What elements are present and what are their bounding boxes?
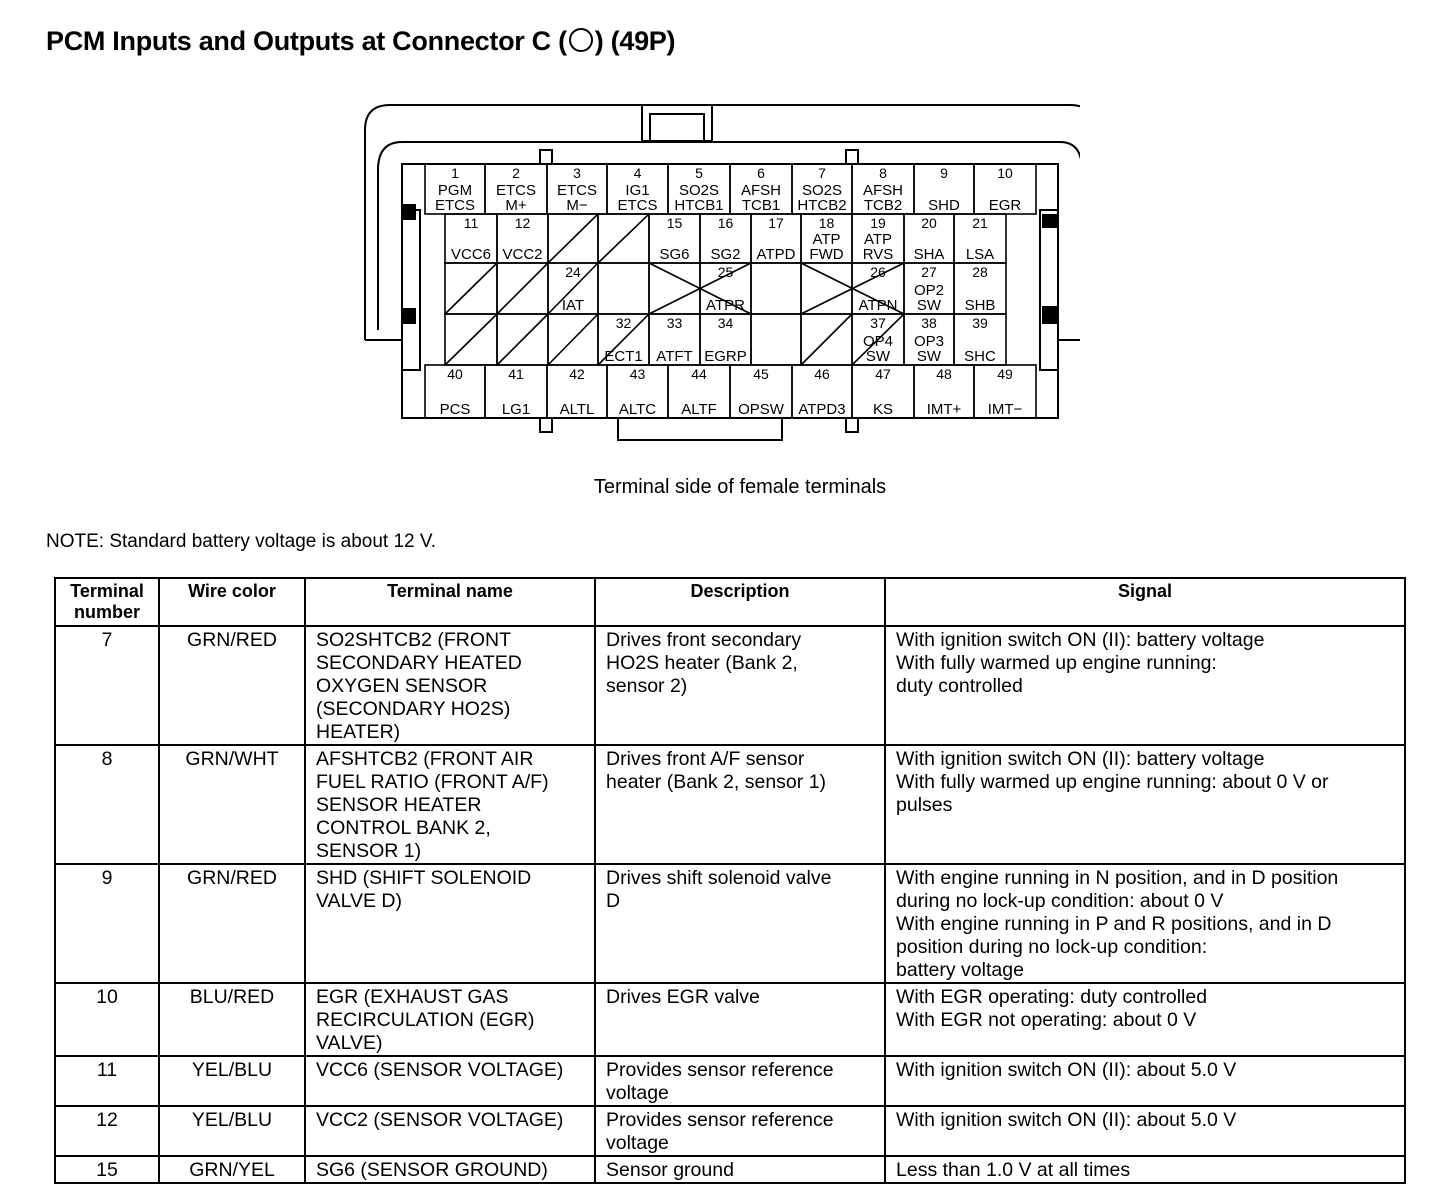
cell-terminal-name-line: AFSHTCB2 (FRONT AIR — [316, 748, 534, 770]
terminal-label: SHC — [964, 348, 996, 365]
title-prefix: PCM Inputs and Outputs at Connector C ( — [46, 26, 567, 56]
cell-description — [595, 983, 885, 1056]
terminal-number: 20 — [921, 215, 937, 231]
cell-signal-line: pulses — [896, 794, 953, 816]
terminal-number: 43 — [629, 366, 646, 382]
cell-wire-color: YEL/BLU — [159, 1056, 305, 1106]
cell-terminal-name-line: HEATER) — [316, 721, 401, 743]
terminal-label: TCB2 — [863, 197, 903, 214]
cell-terminal-name — [305, 1056, 595, 1106]
cell-description-line: Drives front secondary — [606, 629, 802, 651]
cell-wire-color: GRN/WHT — [159, 745, 305, 864]
diagram-caption: Terminal side of female terminals — [593, 476, 887, 498]
cell-wire-color: GRN/YEL — [159, 1156, 305, 1183]
cell-signal-line: With fully warmed up engine running: — [896, 652, 1217, 674]
cell-terminal-name-line: CONTROL BANK 2, — [316, 817, 491, 839]
terminal-label: SW — [916, 297, 942, 314]
cell-signal-line: With engine running in P and R positions, and in D — [896, 913, 1332, 935]
header-signal: Signal — [885, 578, 1405, 626]
terminal-number: 44 — [691, 366, 707, 382]
cell-signal — [885, 1106, 1405, 1156]
terminal-label: SG6 — [659, 246, 690, 263]
blank-diagonal — [548, 314, 598, 365]
blank-diagonal — [548, 214, 598, 263]
terminal-number: 1 — [451, 165, 459, 181]
terminal-label: ATP — [863, 231, 893, 248]
blank-diagonal — [801, 314, 852, 365]
table-row — [55, 1156, 1405, 1183]
terminal-table — [54, 577, 1406, 1184]
cell-signal-line: during no lock-up condition: about 0 V — [896, 890, 1224, 912]
cell-signal-line: With fully warmed up engine running: about 0 V or — [896, 771, 1329, 793]
terminal-number: 15 — [666, 215, 683, 231]
terminal-number: 24 — [565, 264, 581, 280]
terminal-labels — [435, 165, 1023, 418]
terminal-label: ALTC — [618, 401, 657, 418]
terminal-label: PGM — [437, 182, 473, 199]
terminal-number: 10 — [997, 165, 1013, 181]
blank-diagonal — [598, 214, 649, 263]
terminal-number: 19 — [870, 215, 886, 231]
cell-description-line: sensor 2) — [606, 675, 688, 697]
terminal-label: OPSW — [738, 401, 784, 418]
terminal-label: ETCS — [556, 182, 598, 199]
terminal-label: TCB1 — [741, 197, 781, 214]
cell-signal-line: position during no lock-up condition: — [896, 936, 1208, 958]
terminal-label: ALTL — [559, 401, 595, 418]
cell-signal-line: battery voltage — [896, 959, 1024, 981]
terminal-label: SO2S — [678, 182, 720, 199]
cell-signal-line: With engine running in N position, and in D position — [896, 867, 1339, 889]
terminal-label: ECT1 — [604, 348, 643, 365]
cell-description-line: voltage — [606, 1132, 669, 1154]
cell-description — [595, 745, 885, 864]
cell-description — [595, 1156, 885, 1183]
cell-terminal-number: 8 — [55, 745, 159, 864]
cell-signal-line: With ignition switch ON (II): battery voltage — [896, 629, 1265, 651]
header-terminal-name: Terminal name — [305, 578, 595, 626]
header-wire-color: Wire color — [159, 578, 305, 626]
cell-terminal-name — [305, 864, 595, 983]
terminal-number: 16 — [717, 215, 734, 231]
terminal-number: 40 — [447, 366, 463, 382]
terminal-label: ETCS — [434, 197, 476, 214]
cell-terminal-name-line: SENSOR 1) — [316, 840, 422, 862]
cell-signal — [885, 626, 1405, 745]
table-row — [55, 626, 1405, 745]
cell-description-line: voltage — [606, 1082, 669, 1104]
terminal-label: HTCB1 — [674, 197, 724, 214]
cell-terminal-number: 11 — [55, 1056, 159, 1106]
cell-wire-color: GRN/RED — [159, 626, 305, 745]
terminal-label: IMT− — [987, 401, 1023, 418]
terminal-label: OP4 — [862, 333, 894, 350]
terminal-label: OP3 — [913, 333, 945, 350]
cell-terminal-name — [305, 983, 595, 1056]
cell-terminal-name-line: VCC6 (SENSOR VOLTAGE) — [316, 1059, 564, 1081]
table-header-row — [55, 578, 1405, 626]
terminal-label: ETCS — [495, 182, 537, 199]
terminal-number: 38 — [921, 315, 937, 331]
cell-terminal-name-line: SENSOR HEATER — [316, 794, 482, 816]
cell-terminal-name-line: SG6 (SENSOR GROUND) — [316, 1159, 548, 1181]
table-row — [55, 983, 1405, 1056]
cell-signal-line: duty controlled — [896, 675, 1023, 697]
cell-terminal-number: 10 — [55, 983, 159, 1056]
terminal-label: IMT+ — [926, 401, 962, 418]
terminal-label: IG1 — [625, 182, 650, 199]
cell-signal-line: With EGR operating: duty controlled — [896, 986, 1208, 1008]
terminal-number: 37 — [870, 315, 886, 331]
terminal-label: EGRP — [704, 348, 747, 365]
terminal-number: 7 — [818, 165, 826, 181]
cell-signal — [885, 1156, 1405, 1183]
cell-signal — [885, 983, 1405, 1056]
cell-signal-line: With ignition switch ON (II): about 5.0 V — [896, 1059, 1237, 1081]
cell-terminal-name-line: VCC2 (SENSOR VOLTAGE) — [316, 1109, 564, 1131]
terminal-label: ATPD — [756, 246, 796, 263]
terminal-label: ETCS — [617, 197, 658, 214]
terminal-number: 21 — [972, 215, 988, 231]
table-row — [55, 1106, 1405, 1156]
terminal-label: OP2 — [913, 282, 945, 299]
terminal-cell — [801, 263, 852, 314]
cell-signal-line: With ignition switch ON (II): about 5.0 V — [896, 1109, 1237, 1131]
cell-terminal-name-line: VALVE D) — [316, 890, 402, 912]
cell-terminal-number: 15 — [55, 1156, 159, 1183]
terminal-label: IAT — [561, 297, 585, 314]
terminal-cell — [751, 263, 801, 314]
terminal-number: 46 — [814, 366, 830, 382]
terminal-label: SHB — [964, 297, 996, 314]
cell-terminal-name — [305, 1156, 595, 1183]
terminal-number: 8 — [879, 165, 887, 181]
cell-terminal-name — [305, 1106, 595, 1156]
terminal-label: RVS — [862, 246, 894, 263]
terminal-number: 45 — [753, 366, 769, 382]
cell-wire-color: BLU/RED — [159, 983, 305, 1056]
terminal-label: KS — [872, 401, 894, 418]
cell-description-line: Sensor ground — [606, 1159, 734, 1181]
terminal-number: 25 — [717, 264, 734, 280]
terminal-number: 41 — [508, 366, 524, 382]
terminal-number: 18 — [818, 215, 835, 231]
cell-description-line: Provides sensor reference — [606, 1109, 834, 1131]
cell-terminal-name — [305, 626, 595, 745]
terminal-label: M− — [566, 197, 588, 214]
terminal-label: M+ — [505, 197, 527, 214]
terminal-number: 26 — [870, 264, 886, 280]
cell-terminal-number: 9 — [55, 864, 159, 983]
cell-terminal-number: 7 — [55, 626, 159, 745]
terminal-label: EGR — [988, 197, 1022, 214]
cell-terminal-name-line: FUEL RATIO (FRONT A/F) — [316, 771, 549, 793]
terminal-number: 32 — [615, 315, 632, 331]
terminal-number: 34 — [717, 315, 734, 331]
terminal-number: 5 — [695, 165, 703, 181]
terminal-label: SW — [865, 348, 891, 365]
cell-terminal-name-line: SHD (SHIFT SOLENOID — [316, 867, 532, 889]
terminal-label: ATP — [812, 231, 841, 248]
cell-signal — [885, 1056, 1405, 1106]
terminal-number: 4 — [633, 165, 642, 181]
cell-terminal-name-line: SO2SHTCB2 (FRONT — [316, 629, 512, 651]
terminal-label: LG1 — [501, 401, 531, 418]
terminal-label: PCS — [439, 401, 471, 418]
terminal-number: 33 — [666, 315, 683, 331]
cell-description — [595, 1106, 885, 1156]
cell-terminal-name-line: SECONDARY HEATED — [316, 652, 522, 674]
page-title — [46, 26, 675, 57]
terminal-label: ALTF — [681, 401, 717, 418]
terminal-label: FWD — [809, 246, 844, 263]
terminal-number: 28 — [972, 264, 988, 280]
terminal-label: VCC2 — [502, 246, 543, 263]
cell-signal-line: With ignition switch ON (II): battery voltage — [896, 748, 1265, 770]
cell-description-line: Drives front A/F sensor — [606, 748, 805, 770]
cell-terminal-name-line: OXYGEN SENSOR — [316, 675, 488, 697]
terminal-cell — [751, 314, 801, 365]
terminal-number: 3 — [573, 165, 581, 181]
table-row — [55, 745, 1405, 864]
terminal-label: ATPN — [858, 297, 898, 314]
cell-terminal-name-line: VALVE) — [316, 1032, 383, 1054]
terminal-label: SW — [916, 348, 942, 365]
terminal-number: 27 — [921, 264, 937, 280]
terminal-number: 11 — [463, 215, 479, 231]
terminal-cell — [598, 263, 649, 314]
header-terminal-number: Terminal number — [55, 578, 159, 626]
cell-terminal-number: 12 — [55, 1106, 159, 1156]
terminal-label: AFSH — [740, 182, 782, 199]
cell-description-line: D — [606, 890, 621, 912]
terminal-label: ATPD3 — [798, 401, 846, 418]
terminal-number: 39 — [972, 315, 988, 331]
cell-description-line: Provides sensor reference — [606, 1059, 834, 1081]
terminal-number: 6 — [757, 165, 765, 181]
blank-diagonal — [445, 314, 497, 365]
cell-description-line: Drives shift solenoid valve — [606, 867, 832, 889]
cell-wire-color: YEL/BLU — [159, 1106, 305, 1156]
cell-description — [595, 1056, 885, 1106]
cell-terminal-name-line: (SECONDARY HO2S) — [316, 698, 511, 720]
cell-terminal-name-line: RECIRCULATION (EGR) — [316, 1009, 535, 1031]
cell-description — [595, 864, 885, 983]
terminal-label: LSA — [965, 246, 995, 263]
cell-wire-color: GRN/RED — [159, 864, 305, 983]
terminal-label: VCC6 — [450, 246, 492, 263]
terminal-number: 49 — [997, 366, 1013, 382]
note-text: NOTE: Standard battery voltage is about 12 V. — [46, 531, 437, 552]
connector-diagram — [360, 100, 1080, 445]
terminal-cell — [649, 263, 700, 314]
cell-signal-line: With EGR not operating: about 0 V — [896, 1009, 1197, 1031]
terminal-number: 12 — [514, 215, 531, 231]
table-row — [55, 864, 1405, 983]
cell-signal — [885, 864, 1405, 983]
cell-description-line: Drives EGR valve — [606, 986, 760, 1008]
terminal-label: SHA — [913, 246, 945, 263]
terminal-label: ATFT — [656, 348, 693, 365]
blank-diagonal — [497, 263, 548, 314]
cell-terminal-name — [305, 745, 595, 864]
terminal-label: ATPR — [706, 297, 745, 314]
table-row — [55, 1056, 1405, 1106]
terminal-number: 9 — [940, 165, 948, 181]
title-suffix: ) (49P) — [594, 26, 676, 56]
terminal-number: 17 — [768, 215, 784, 231]
terminal-label: SO2S — [801, 182, 843, 199]
terminal-number: 48 — [936, 366, 952, 382]
blank-diagonal — [445, 263, 497, 314]
terminal-label: AFSH — [862, 182, 904, 199]
cell-description-line: heater (Bank 2, sensor 1) — [606, 771, 827, 793]
header-description: Description — [595, 578, 885, 626]
cell-signal — [885, 745, 1405, 864]
terminal-number: 47 — [875, 366, 891, 382]
terminal-number: 2 — [512, 165, 520, 181]
terminal-label: SHD — [928, 197, 960, 214]
blank-diagonal — [497, 314, 548, 365]
terminal-label: HTCB2 — [797, 197, 847, 214]
cell-description-line: HO2S heater (Bank 2, — [606, 652, 798, 674]
circle-symbol-icon — [569, 28, 593, 52]
cell-signal-line: Less than 1.0 V at all times — [896, 1159, 1131, 1181]
terminal-label: SG2 — [710, 246, 741, 263]
cell-description — [595, 626, 885, 745]
terminal-number: 42 — [569, 366, 585, 382]
cell-terminal-name-line: EGR (EXHAUST GAS — [316, 986, 509, 1008]
